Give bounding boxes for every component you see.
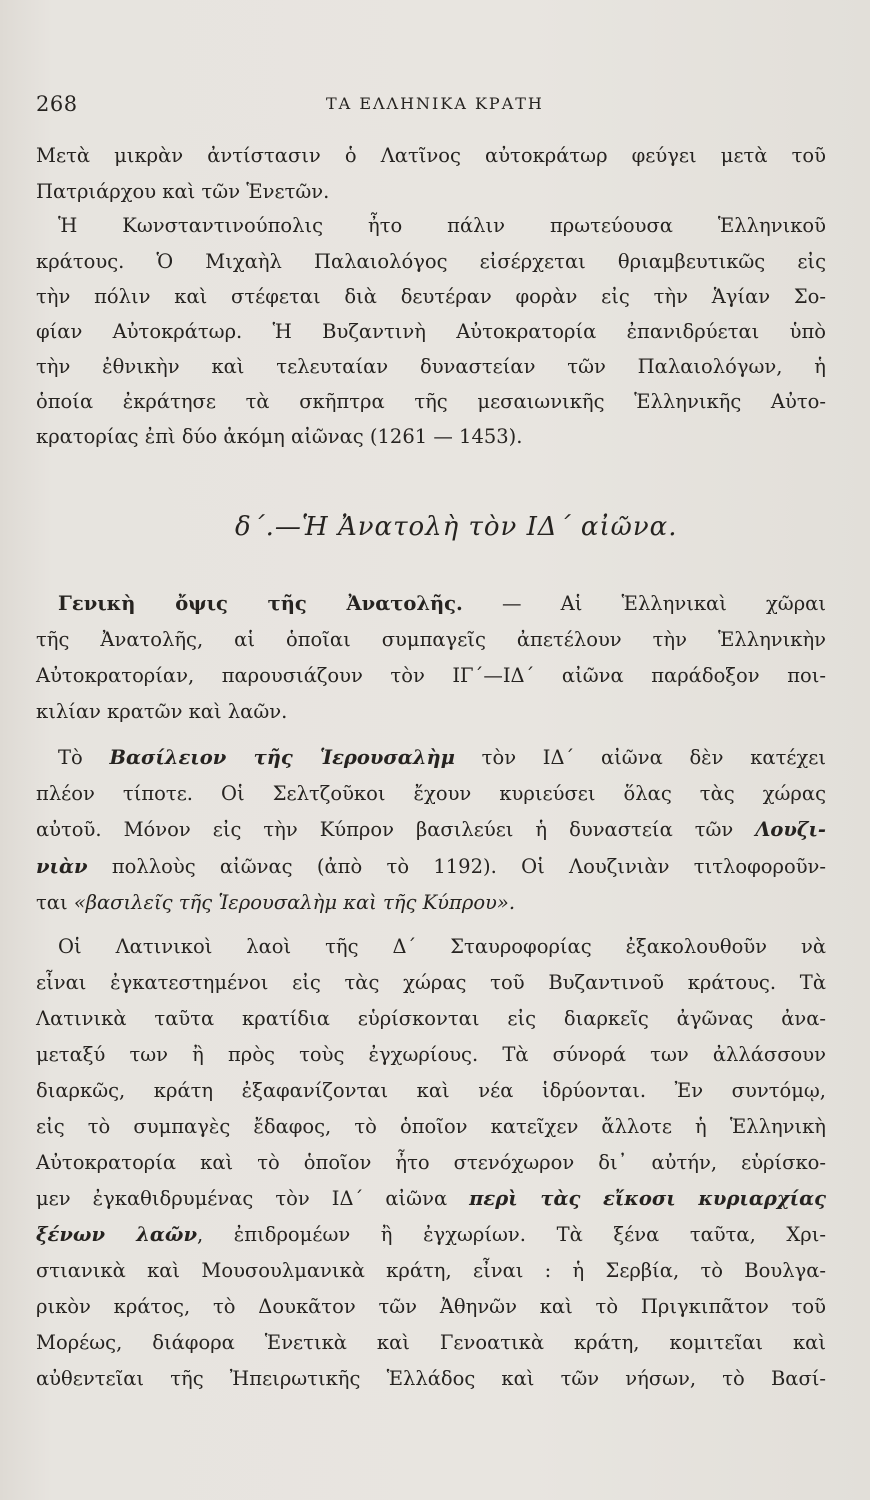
text-line: Πατριάρχου καὶ τῶν Ἑνετῶν. xyxy=(36,180,330,203)
text-line: τῆς Ἀνατολῆς, αἱ ὁποῖαι συμπαγεῖς ἀπετέλουν τὴν Ἑλληνικὴν xyxy=(36,628,826,651)
text-line: πλέον τίποτε. Οἱ Σελτζοῦκοι ἔχουν κυριεύσει ὅλας τὰς χώρας xyxy=(36,782,826,805)
section-title: δ΄.—Ἡ Ἀνατολὴ τὸν ΙΔ΄ αἰῶνα. xyxy=(235,512,678,542)
text-run: αὐτοῦ. Μόνον εἰς τὴν Κύπρον βασιλεύει ἡ δυναστεία τῶν xyxy=(36,818,756,841)
text-run: , ἐπιδρομέων ἢ ἐγχωρίων. Τὰ ξένα ταῦτα, Χρι- xyxy=(197,1223,826,1246)
emphasis-text: Λουζι- xyxy=(755,818,826,841)
page-number: 268 xyxy=(36,92,78,116)
text-line: αὐθεντεῖαι τῆς Ἠπειρωτικῆς Ἑλλάδος καὶ τῶν νήσων, τὸ Βασί- xyxy=(36,1367,826,1390)
section-heading: Γενικὴ ὄψις τῆς Ἀνατολῆς. xyxy=(58,592,463,615)
text-line: Λατινικὰ ταῦτα κρατίδια εὑρίσκονται εἰς διαρκεῖς ἀγῶνας ἀνα- xyxy=(36,1007,826,1030)
text-line: Οἱ Λατινικοὶ λαοὶ τῆς Δ΄ Σταυροφορίας ἐξακολουθοῦν νὰ xyxy=(58,935,826,958)
text-line: τὴν πόλιν καὶ στέφεται διὰ δευτέραν φορὰν εἰς τὴν Ἁγίαν Σο- xyxy=(36,285,826,308)
text-line xyxy=(36,592,826,616)
emphasis-text: νιὰν xyxy=(36,855,88,878)
text-line xyxy=(36,1223,826,1247)
text-line: μεταξύ των ἢ πρὸς τοὺς ἐγχωρίους. Τὰ σύνορά των ἀλλάσσουν xyxy=(36,1043,826,1066)
text-line: διαρκῶς, κράτη ἐξαφανίζονται καὶ νέα ἱδρύονται. Ἐν συντόμῳ, xyxy=(36,1079,826,1102)
running-title: ΤΑ ΕΛΛΗΝΙΚΑ ΚΡΑΤΗ xyxy=(326,94,544,113)
text-line xyxy=(36,855,826,879)
text-run: Τὸ xyxy=(58,746,110,769)
text-line xyxy=(36,1187,826,1211)
text-run: ται xyxy=(36,891,74,914)
emphasis-text: περὶ τὰς εἴκοσι κυριαρχίας xyxy=(469,1187,826,1210)
text-line: φίαν Αὐτοκράτωρ. Ἡ Βυζαντινὴ Αὐτοκρατορία ἐπανιδρύεται ὑπὸ xyxy=(36,320,826,343)
text-line: ρικὸν κράτος, τὸ Δουκᾶτον τῶν Ἀθηνῶν καὶ τὸ Πριγκιπᾶτον τοῦ xyxy=(36,1295,826,1318)
text-line: ὁποία ἐκράτησε τὰ σκῆπτρα τῆς μεσαιωνικῆς Ἑλληνικῆς Αὐτο- xyxy=(36,390,826,413)
text-line xyxy=(36,746,826,770)
text-run: μεν ἐγκαθιδρυμένας τὸν ΙΔ΄ αἰῶνα xyxy=(36,1187,470,1210)
text-line: Ἡ Κωνσταντινούπολις ἦτο πάλιν πρωτεύουσα Ἑλληνικοῦ xyxy=(58,214,826,237)
text-line: εἶναι ἐγκατεστημένοι εἰς τὰς χώρας τοῦ Βυζαντινοῦ κράτους. Τὰ xyxy=(36,971,826,994)
text-line: Μορέως, διάφορα Ἑνετικὰ καὶ Γενοατικὰ κράτη, κομιτεῖαι καὶ xyxy=(36,1331,826,1354)
text-run: τὸν ΙΔ΄ αἰῶνα δὲν κατέχει xyxy=(454,746,827,769)
text-line: κιλίαν κρατῶν καὶ λαῶν. xyxy=(36,700,288,723)
emphasis-text: ξένων λαῶν xyxy=(36,1223,197,1246)
text-line xyxy=(36,818,826,842)
text-line xyxy=(36,891,826,915)
text-line: Μετὰ μικρὰν ἀντίστασιν ὁ Λατῖνος αὐτοκράτωρ φεύγει μετὰ τοῦ xyxy=(36,144,826,167)
text-run: — Αἱ Ἑλληνικαὶ χῶραι xyxy=(462,592,826,615)
text-line: εἰς τὸ συμπαγὲς ἔδαφος, τὸ ὁποῖον κατεῖχεν ἄλλοτε ἡ Ἑλληνικὴ xyxy=(36,1115,826,1138)
text-line: τὴν ἐθνικὴν καὶ τελευταίαν δυναστείαν τῶν Παλαιολόγων, ἡ xyxy=(36,355,826,378)
text-line: κρατορίας ἐπὶ δύο ἀκόμη αἰῶνας (1261 — 1453). xyxy=(36,425,523,448)
text-line: κράτους. Ὁ Μιχαὴλ Παλαιολόγος εἰσέρχεται θριαμβευτικῶς εἰς xyxy=(36,250,826,273)
text-run: πολλοὺς αἰῶνας (ἀπὸ τὸ 1192). Οἱ Λουζινιὰν τιτλοφοροῦν- xyxy=(87,855,826,878)
emphasis-text: Βασίλειον τῆς Ἱερουσαλὴμ xyxy=(109,746,455,769)
text-line: Αὐτοκρατορίαν, παρουσιάζουν τὸν ΙΓ΄—ΙΔ΄ αἰῶνα παράδοξον ποι- xyxy=(36,664,826,687)
text-line: Αὐτοκρατορία καὶ τὸ ὁποῖον ἦτο στενόχωρον δι᾽ αὐτήν, εὑρίσκο- xyxy=(36,1151,826,1174)
page-header xyxy=(36,92,830,122)
quoted-title: «βασιλεῖς τῆς Ἱερουσαλὴμ καὶ τῆς Κύπρου». xyxy=(73,891,516,914)
text-line: στιανικὰ καὶ Μουσουλμανικὰ κράτη, εἶναι : ἡ Σερβία, τὸ Βουλγα- xyxy=(36,1259,826,1282)
